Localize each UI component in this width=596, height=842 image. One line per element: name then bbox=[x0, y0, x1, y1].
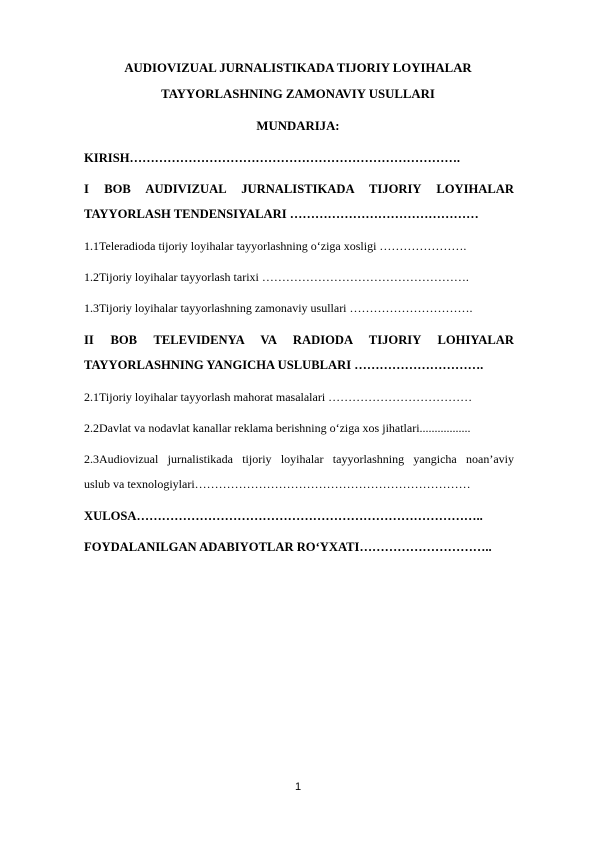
toc-entry-intro: KIRISH……………………………………………………………………. bbox=[84, 151, 461, 165]
toc-entry-section-2-2: 2.2Davlat va nodavlat kanallar reklama berishning o‘ziga xos jihatlari................. bbox=[84, 421, 471, 435]
toc-entry-section-2-3-line-2: uslub va texnologiylari…………………………………………………………… bbox=[84, 477, 471, 491]
document-title-line-1: AUDIOVIZUAL JURNALISTIKADA TIJORIY LOYIHALAR bbox=[124, 61, 472, 75]
toc-entry-chapter-1-line-2: TAYYORLASH TENDENSIYALARI ……………………………………… bbox=[84, 207, 479, 221]
contents-heading: MUNDARIJA: bbox=[256, 119, 340, 133]
toc-entry-conclusion: XULOSA……………………………………………………………………….. bbox=[84, 509, 483, 523]
toc-entry-chapter-2-line-1: II BOB TELEVIDENYA VA RADIODA TIJORIY LOHIYALAR bbox=[84, 333, 514, 347]
toc-entry-section-1-3: 1.3Tijoriy loyihalar tayyorlashning zamonaviy usullari …………………………. bbox=[84, 301, 473, 315]
toc-entry-references: FOYDALANILGAN ADABIYOTLAR RO‘YXATI………………………….. bbox=[84, 540, 492, 554]
document-title-line-2: TAYYORLASHNING ZAMONAVIY USULLARI bbox=[161, 87, 435, 101]
toc-entry-section-2-1: 2.1Tijoriy loyihalar tayyorlash mahorat masalalari ……………………………… bbox=[84, 390, 473, 404]
toc-entry-section-2-3-line-1: 2.3Audiovizual jurnalistikada tijoriy loyihalar tayyorlashning yangicha noan’aviy bbox=[84, 452, 514, 466]
page-number: 1 bbox=[294, 781, 302, 793]
toc-entry-chapter-2-line-2: TAYYORLASHNING YANGICHA USLUBLARI …………………………. bbox=[84, 358, 484, 372]
toc-entry-chapter-1-line-1: I BOB AUDIVIZUAL JURNALISTIKADA TIJORIY LOYIHALAR bbox=[84, 182, 514, 196]
toc-entry-section-1-2: 1.2Tijoriy loyihalar tayyorlash tarixi ……………………………………………. bbox=[84, 270, 469, 284]
toc-entry-section-1-1: 1.1Teleradioda tijoriy loyihalar tayyorlashning o‘ziga xosligi …………………. bbox=[84, 239, 467, 253]
